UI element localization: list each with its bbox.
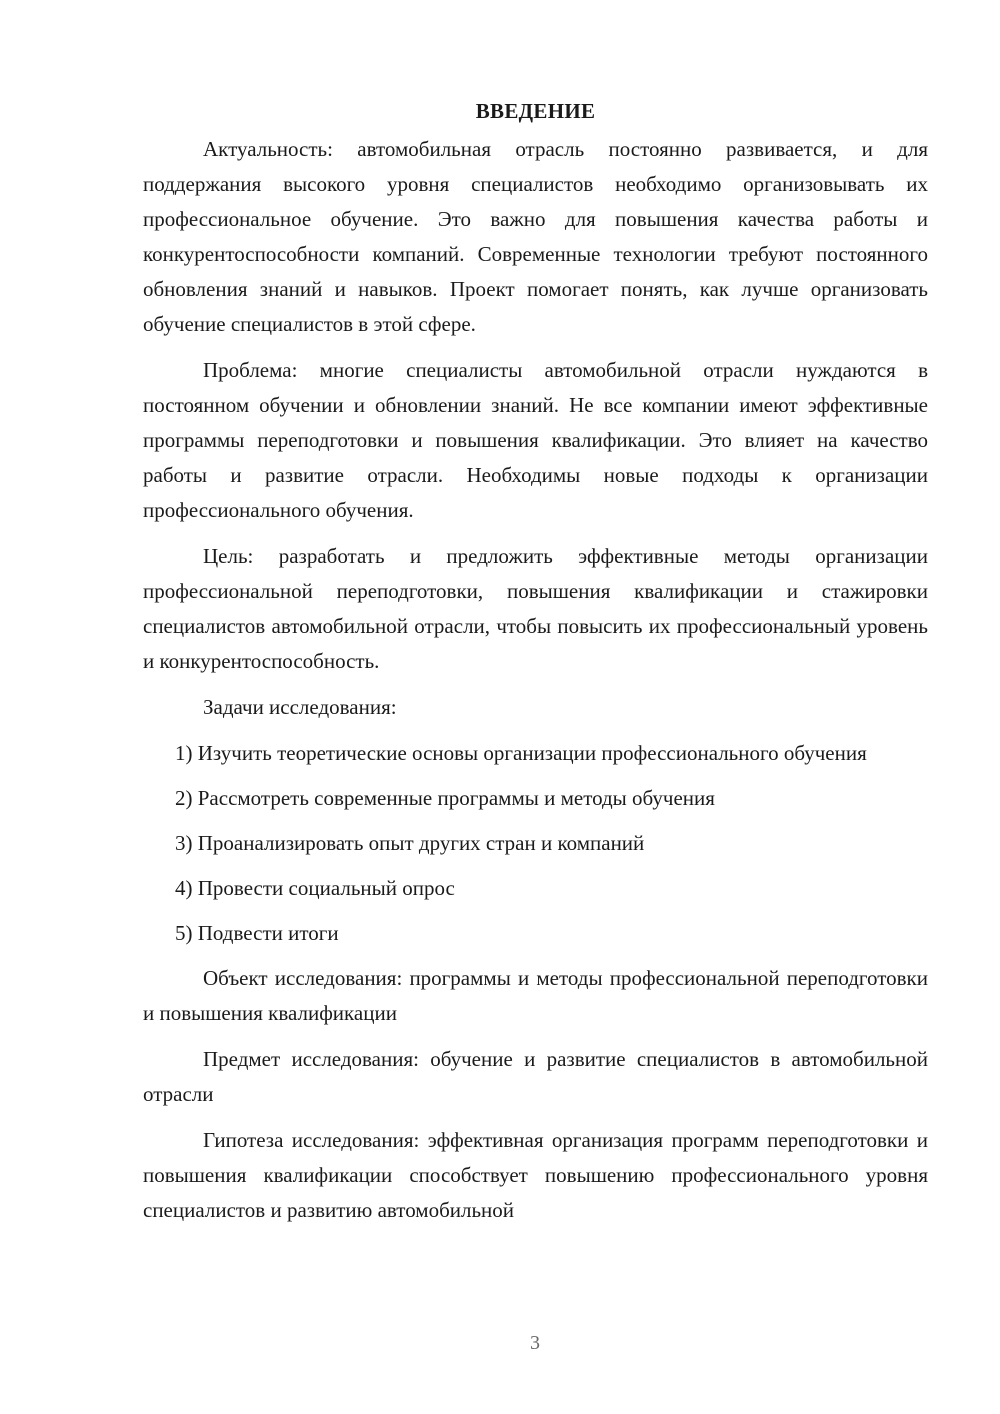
paragraph-goal: Цель: разработать и предложить эффективные методы организации профессиональной переподготовки, повышения квалификации и стажировки специалистов автомобильной отрасли, чтобы повысить их профессиональный уровень и конкурентоспособность. [143,544,928,673]
task-item-4: 4) Провести социальный опрос [175,876,455,900]
tasks-title: Задачи исследования: [203,695,397,719]
page-content [143,96,928,1228]
task-item-2: 2) Рассмотреть современные программы и методы обучения [175,786,715,810]
paragraph-problem: Проблема: многие специалисты автомобильной отрасли нуждаются в постоянном обучении и обновлении знаний. Не все компании имеют эффективные программы переподготовки и повышения квалификации. Это влияет на качество работы и развитие отрасли. Необходимы новые подходы к организации профессионального обучения. [143,358,928,522]
task-item-3: 3) Проанализировать опыт других стран и компаний [175,831,645,855]
task-item-1: 1) Изучить теоретические основы организации профессионального обучения [175,741,867,765]
task-item-5: 5) Подвести итоги [175,921,339,945]
paragraph-hypothesis: Гипотеза исследования: эффективная организация программ переподготовки и повышения квалификации способствует повышению профессионального уровня специалистов и развитию автомобильной [143,1128,928,1222]
paragraph-relevance: Актуальность: автомобильная отрасль постоянно развивается, и для поддержания высокого уровня специалистов необходимо организовывать их профессиональное обучение. Это важно для повышения качества работы и конкурентоспособности компаний. Современные технологии требуют постоянного обновления знаний и навыков. Проект помогает понять, как лучше организовать обучение специалистов в этой сфере. [143,137,928,336]
page-number: 3 [530,1332,540,1354]
paragraph-object: Объект исследования: программы и методы профессиональной переподготовки и повышения квалификации [143,966,928,1025]
section-heading: ВВЕДЕНИЕ [475,99,596,123]
paragraph-subject: Предмет исследования: обучение и развитие специалистов в автомобильной отрасли [143,1047,928,1106]
